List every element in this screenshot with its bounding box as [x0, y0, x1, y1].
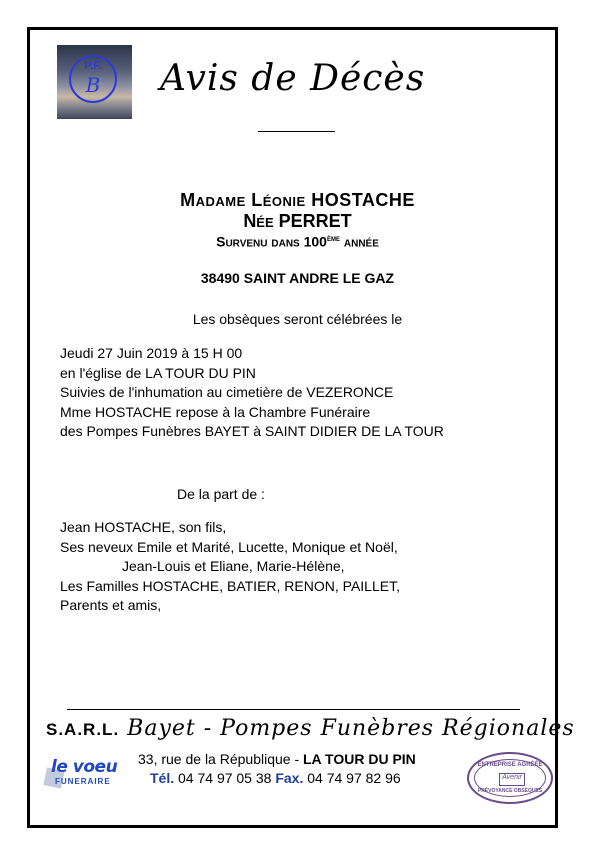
tel-value: 04 74 97 05 38	[174, 770, 276, 786]
ceremony-line: Jeudi 27 Juin 2019 à 15 H 00	[60, 345, 243, 361]
notice-title: Avis de Décès	[160, 58, 426, 99]
company-address	[138, 751, 416, 767]
family-list	[60, 518, 400, 616]
pf-bayet-logo	[57, 45, 132, 119]
title-underline	[258, 131, 335, 132]
age-line-post: année	[339, 233, 379, 250]
ceremony-intro: Les obsèques seront célébrées le	[192, 311, 403, 327]
entreprise-agreee-badge	[467, 752, 553, 804]
fax-label: Fax.	[275, 770, 304, 786]
logo-pf-text: P.F.	[84, 60, 102, 72]
age-line	[30, 233, 565, 250]
age-line-pre: Survenu dans 100	[216, 233, 327, 250]
family-line: Jean-Louis et Eliane, Marie-Hélène,	[122, 558, 345, 574]
ceremony-line: en l'église de LA TOUR DU PIN	[60, 364, 256, 381]
logo-b-text: B	[85, 73, 101, 97]
badge-bottom-text: PRÉVOYANCE OBSÈQUES	[477, 788, 543, 794]
fax-value: 04 74 97 82 96	[303, 770, 401, 786]
ceremony-line: Suivies de l'inhumation au cimetière de VEZERONCE	[60, 384, 394, 400]
ceremony-line: Mme HOSTACHE repose à la Chambre Funéraire	[60, 403, 371, 420]
ceremony-line: des Pompes Funèbres BAYET à SAINT DIDIER DE LA TOUR	[60, 423, 444, 439]
company-phone-fax	[150, 770, 401, 786]
le-voeu-text: le voeu	[51, 757, 118, 777]
tel-label: Tél.	[150, 770, 175, 786]
address-street: 33, rue de la République -	[138, 751, 303, 767]
le-voeu-funeraire-logo	[45, 757, 125, 793]
badge-center-text: Avenir	[499, 773, 525, 786]
badge-top-text: ENTREPRISE AGRÉÉE	[477, 762, 543, 768]
family-line: Parents et amis,	[60, 597, 162, 613]
footer-divider	[67, 709, 520, 710]
hometown: 38490 SAINT ANDRE LE GAZ	[200, 270, 395, 286]
family-line: Les Familles HOSTACHE, BATIER, RENON, PAILLET,	[60, 577, 400, 594]
family-line: Jean HOSTACHE, son fils,	[60, 519, 227, 535]
deceased-name: Madame Léonie HOSTACHE	[180, 190, 415, 210]
family-intro: De la part de :	[177, 486, 265, 502]
funeraire-text: FUNERAIRE	[55, 777, 111, 786]
family-line: Ses neveux Emile et Marité, Lucette, Monique et Noël,	[60, 538, 398, 555]
maiden-name: Née PERRET	[243, 211, 352, 231]
address-city: LA TOUR DU PIN	[303, 751, 416, 767]
company-name	[46, 716, 575, 741]
age-line-sup: ème	[326, 233, 340, 243]
company-sarl: S.A.R.L.	[46, 720, 120, 739]
company-script-name: Bayet - Pompes Funèbres Régionales	[127, 716, 575, 741]
ceremony-details	[60, 344, 444, 442]
